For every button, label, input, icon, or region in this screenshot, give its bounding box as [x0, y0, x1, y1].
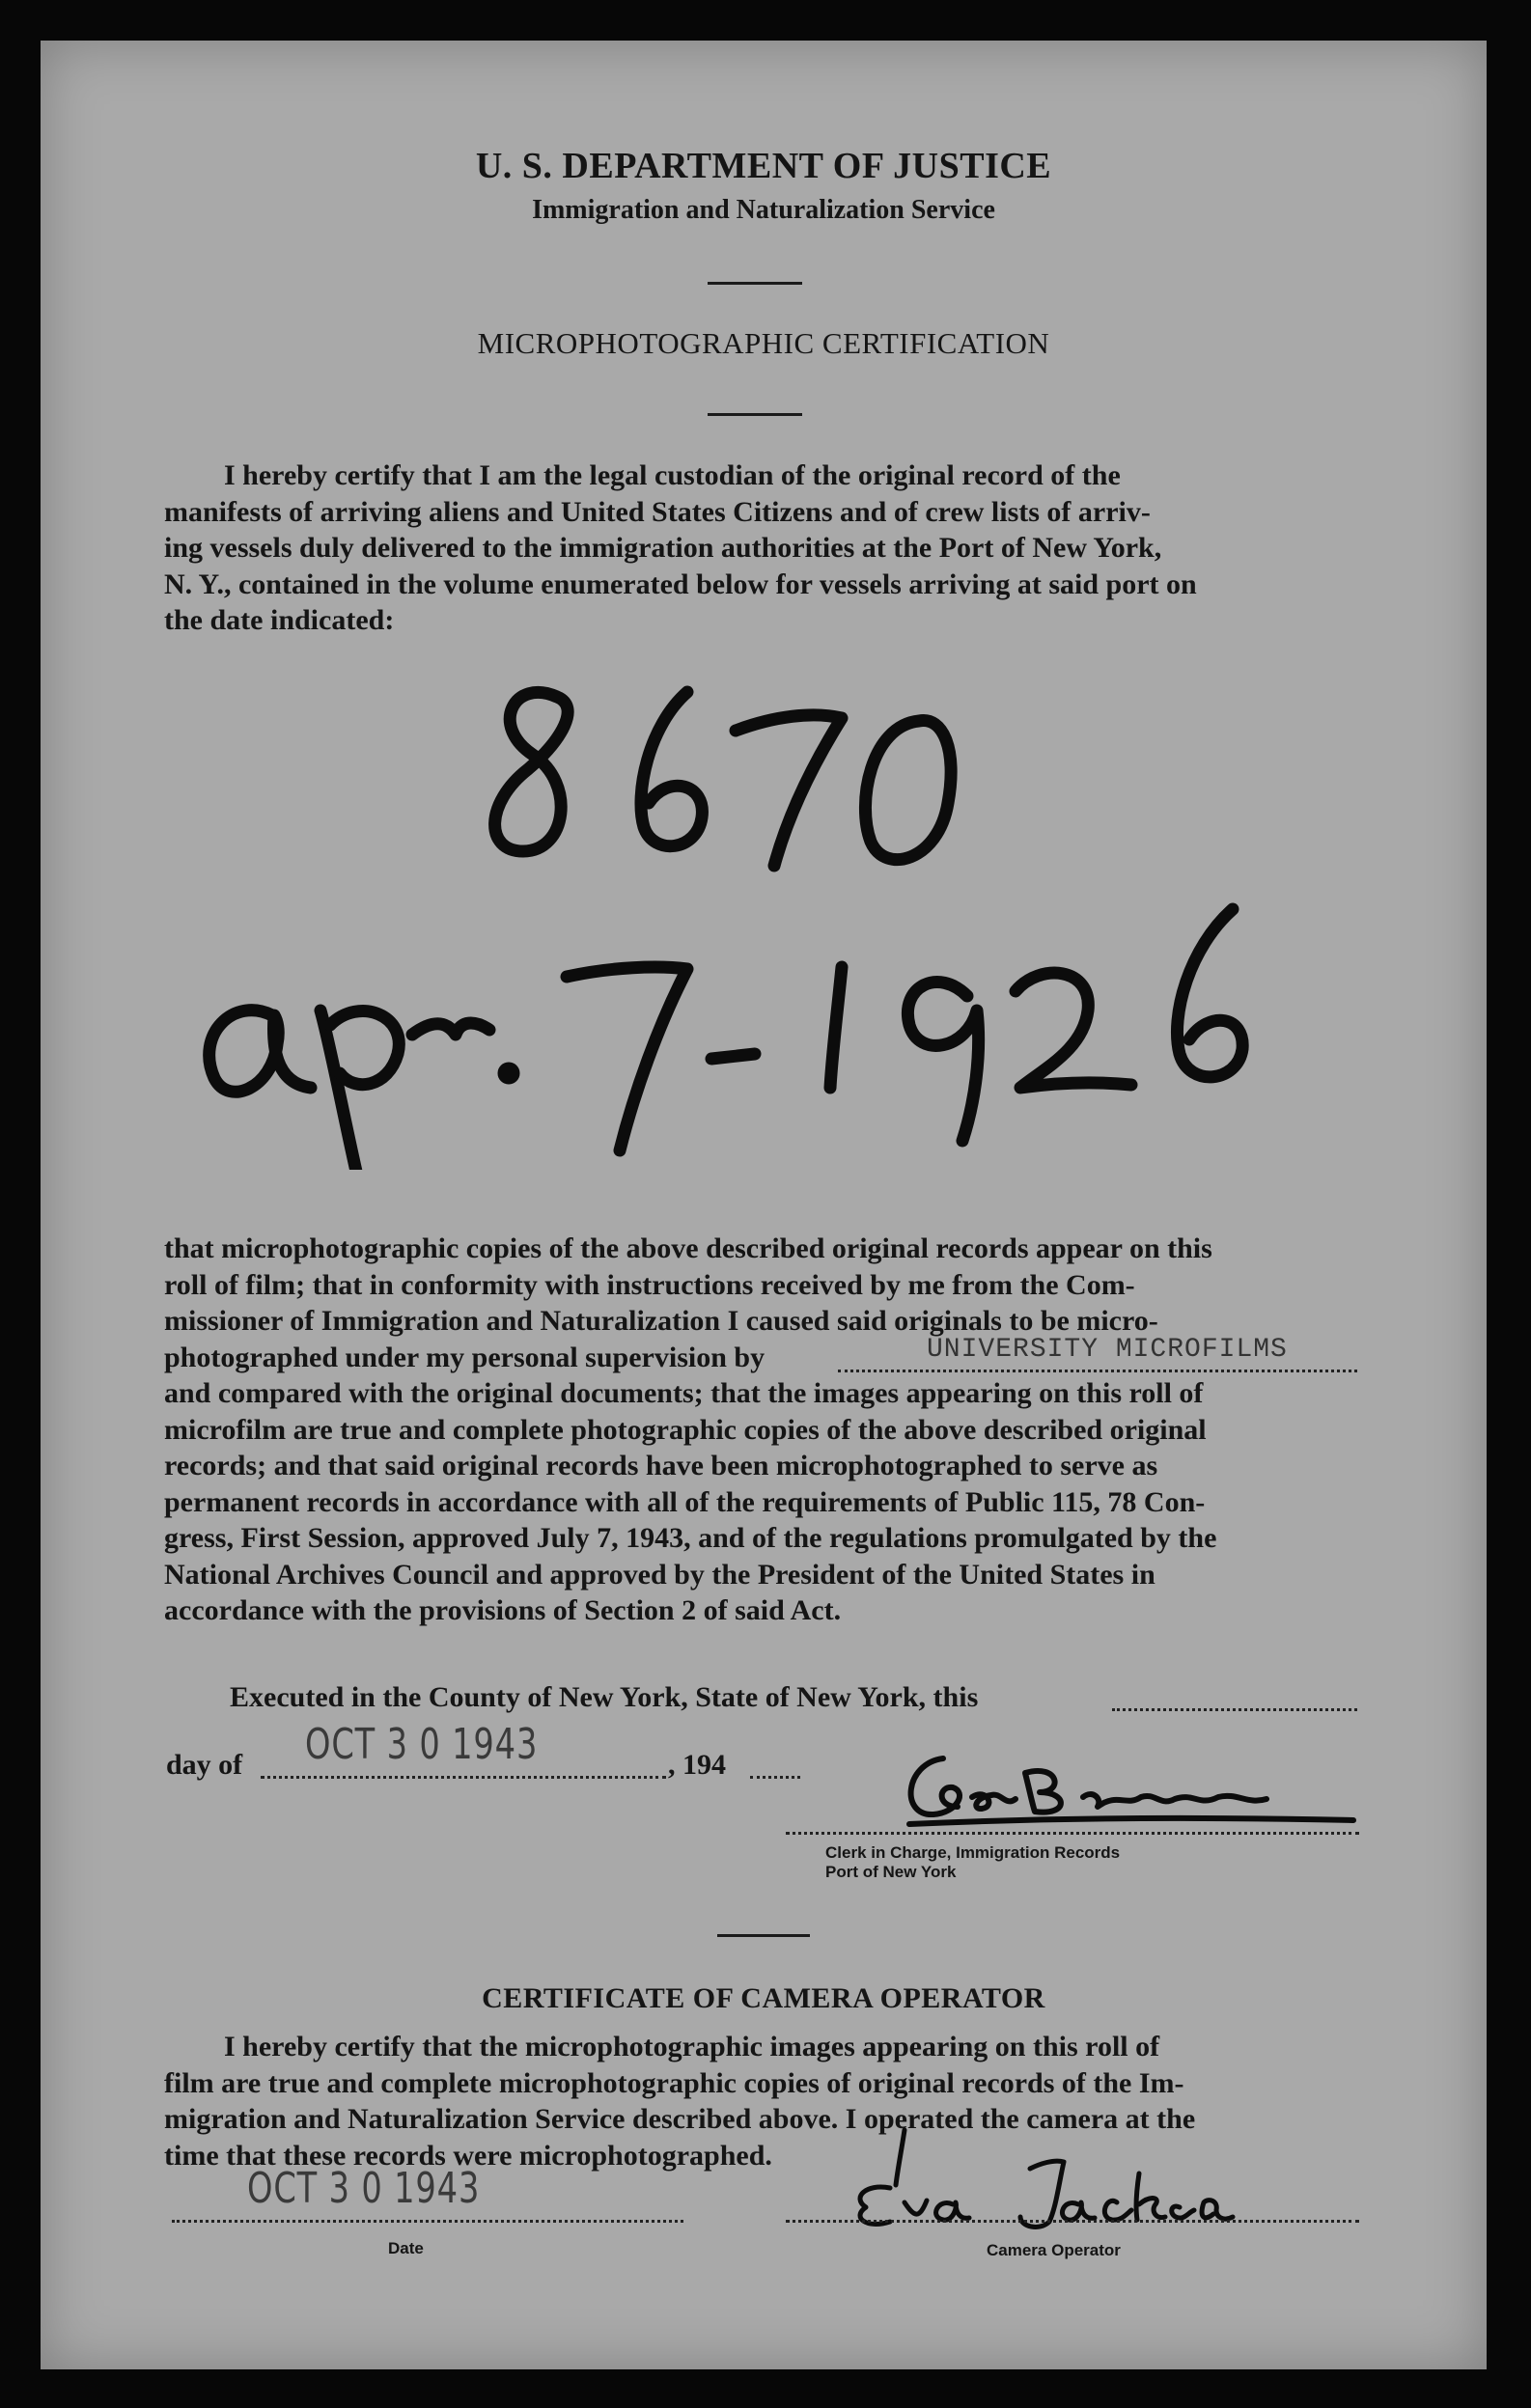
paragraph-line: National Archives Council and approved by the President of the United States in [164, 1558, 1155, 1591]
handwritten-arrival-date [166, 851, 1276, 1170]
supervision-prefix: photographed under my personal supervision by [164, 1341, 766, 1373]
paragraph-line: migration and Naturalization Service described above. I operated the camera at the [164, 2103, 1196, 2135]
service-heading: Immigration and Naturalization Service [532, 195, 995, 225]
date-label: Date [388, 2239, 424, 2257]
clerk-title-line: Port of New York [825, 1863, 957, 1881]
body-paragraph [164, 1231, 1357, 1629]
paragraph-line: records; and that said original records have been microphotographed to serve as [164, 1450, 1158, 1481]
paragraph-line: that microphotographic copies of the above described original records appear on this [164, 1232, 1212, 1264]
clerk-title [825, 1843, 1120, 1882]
dotted-fill-line [750, 1776, 800, 1779]
signature-line [786, 2220, 1359, 2223]
clerk-signature [861, 1739, 1363, 1836]
dotted-fill-line [261, 1776, 666, 1779]
paragraph-line: ing vessels duly delivered to the immigration authorities at the Port of New York, [164, 532, 1162, 564]
certificate-page [41, 41, 1487, 2369]
paragraph-line: missioner of Immigration and Naturalization I caused said originals to be micro- [164, 1305, 1158, 1337]
executed-text: Executed in the County of New York, State of New York, this [230, 1681, 979, 1713]
paragraph-line: gress, First Session, approved July 7, 1943, and of the regulations promulgated by the [164, 1522, 1217, 1554]
paragraph-line: film are true and complete microphotographic copies of original records of the Im- [164, 2066, 1184, 2099]
certificate-title: MICROPHOTOGRAPHIC CERTIFICATION [477, 326, 1050, 360]
divider [708, 282, 802, 285]
operator-stamped-date: OCT 3 0 1943 [247, 2164, 481, 2213]
camera-operator-label: Camera Operator [987, 2241, 1121, 2259]
signature-line [786, 1832, 1359, 1835]
year-label: , 194 [668, 1749, 726, 1781]
clerk-title-line: Clerk in Charge, Immigration Records [825, 1843, 1121, 1862]
operator-signature [832, 2125, 1276, 2231]
paragraph-line: I hereby certify that the microphotographic images appearing on this roll of [224, 2031, 1160, 2062]
divider [708, 413, 802, 416]
paragraph-line: and compared with the original documents; that the images appearing on this roll of [164, 1377, 1204, 1409]
paragraph-line: N. Y., contained in the volume enumerated below for vessels arriving at said port on [164, 567, 1197, 600]
stamped-date: OCT 3 0 1943 [305, 1720, 539, 1769]
paragraph-line: manifests of arriving aliens and United States Citizens and of crew lists of arriv- [164, 495, 1151, 528]
dotted-fill-line [1112, 1708, 1357, 1711]
day-of-label: day of [166, 1749, 243, 1781]
paragraph-line: microfilm are true and complete photographic copies of the above described original [164, 1413, 1207, 1446]
divider [717, 1934, 810, 1937]
intro-paragraph [164, 457, 1357, 639]
paragraph-line: roll of film; that in conformity with instructions received by me from the Com- [164, 1268, 1135, 1301]
microfilm-company: UNIVERSITY MICROFILMS [927, 1334, 1288, 1365]
camera-certificate-title: CERTIFICATE OF CAMERA OPERATOR [482, 1982, 1045, 2014]
date-line [172, 2220, 683, 2223]
dotted-fill-line [838, 1370, 1357, 1372]
supervision-line [164, 1334, 1357, 1376]
paragraph-line: time that these records were microphotographed. [164, 2139, 772, 2172]
paragraph-line: the date indicated: [164, 604, 395, 636]
paragraph-line: I hereby certify that I am the legal custodian of the original record of the [224, 459, 1121, 491]
department-heading: U. S. DEPARTMENT OF JUSTICE [475, 146, 1052, 186]
paragraph-line: accordance with the provisions of Section 2 of said Act. [164, 1594, 842, 1626]
paragraph-line: permanent records in accordance with all of the requirements of Public 115, 78 Con- [164, 1485, 1206, 1518]
